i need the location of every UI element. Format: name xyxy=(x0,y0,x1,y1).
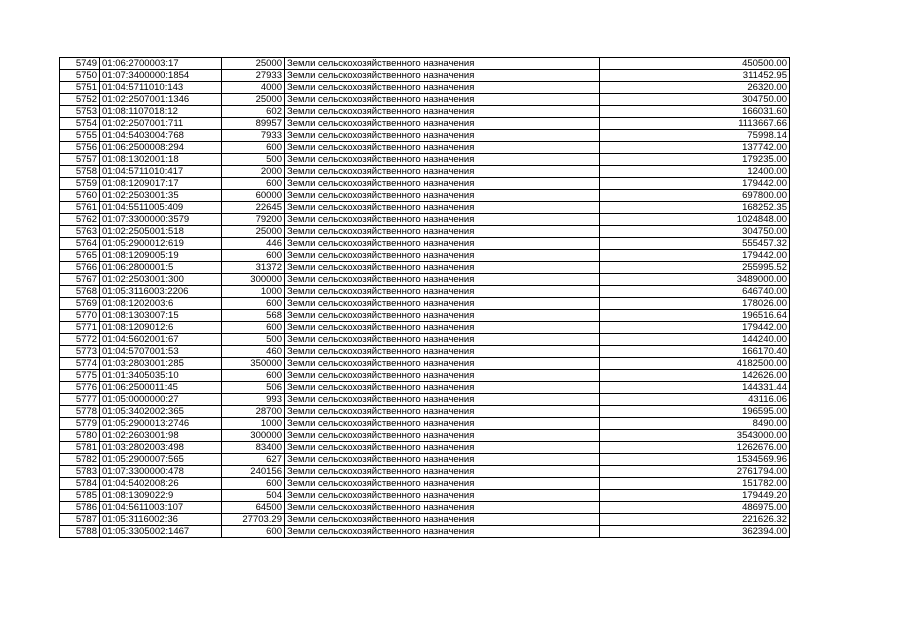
table-row xyxy=(60,502,790,514)
land-category-cell: Земли сельскохозяйственного назначения xyxy=(285,490,600,502)
cadastral-number-cell: 01:05:3402002:365 xyxy=(100,406,222,418)
cadastral-number-cell: 01:06:2500008:294 xyxy=(100,142,222,154)
table-row xyxy=(60,322,790,334)
cadastral-number-cell: 01:07:3300000:3579 xyxy=(100,214,222,226)
row-number-cell: 5774 xyxy=(60,358,100,370)
row-number-cell: 5765 xyxy=(60,250,100,262)
row-number-cell: 5782 xyxy=(60,454,100,466)
area-cell: 28700 xyxy=(222,406,285,418)
cadastral-number-cell: 01:04:5707001:53 xyxy=(100,346,222,358)
table-row xyxy=(60,202,790,214)
cadastral-number-cell: 01:04:5402008:26 xyxy=(100,478,222,490)
row-number-cell: 5784 xyxy=(60,478,100,490)
cadastral-value-cell: 3543000.00 xyxy=(600,430,790,442)
table-row xyxy=(60,298,790,310)
cadastral-number-cell: 01:05:3116003:2206 xyxy=(100,286,222,298)
area-cell: 22645 xyxy=(222,202,285,214)
cadastral-value-cell: 179449.20 xyxy=(600,490,790,502)
row-number-cell: 5755 xyxy=(60,130,100,142)
cadastral-value-cell: 26320.00 xyxy=(600,82,790,94)
area-cell: 602 xyxy=(222,106,285,118)
area-cell: 568 xyxy=(222,310,285,322)
table-row xyxy=(60,358,790,370)
cadastral-value-cell: 179442.00 xyxy=(600,178,790,190)
table-row xyxy=(60,94,790,106)
cadastral-value-cell: 178026.00 xyxy=(600,298,790,310)
land-category-cell: Земли сельскохозяйственного назначения xyxy=(285,154,600,166)
table-row xyxy=(60,490,790,502)
table-row xyxy=(60,370,790,382)
cadastral-value-cell: 4182500.00 xyxy=(600,358,790,370)
row-number-cell: 5770 xyxy=(60,310,100,322)
land-category-cell: Земли сельскохозяйственного назначения xyxy=(285,178,600,190)
land-category-cell: Земли сельскохозяйственного назначения xyxy=(285,202,600,214)
land-category-cell: Земли сельскохозяйственного назначения xyxy=(285,370,600,382)
cadastral-value-cell: 486975.00 xyxy=(600,502,790,514)
cadastral-value-cell: 450500.00 xyxy=(600,58,790,70)
cadastral-value-cell: 168252.35 xyxy=(600,202,790,214)
land-category-cell: Земли сельскохозяйственного назначения xyxy=(285,106,600,118)
cadastral-value-cell: 166170.40 xyxy=(600,346,790,358)
cadastral-value-cell: 196516.64 xyxy=(600,310,790,322)
land-category-cell: Земли сельскохозяйственного назначения xyxy=(285,274,600,286)
area-cell: 27933 xyxy=(222,70,285,82)
area-cell: 600 xyxy=(222,250,285,262)
area-cell: 600 xyxy=(222,370,285,382)
table-row xyxy=(60,478,790,490)
area-cell: 1000 xyxy=(222,418,285,430)
land-category-cell: Земли сельскохозяйственного назначения xyxy=(285,190,600,202)
cadastral-value-cell: 196595.00 xyxy=(600,406,790,418)
land-category-cell: Земли сельскохозяйственного назначения xyxy=(285,262,600,274)
cadastral-number-cell: 01:02:2503001:300 xyxy=(100,274,222,286)
table-row xyxy=(60,526,790,538)
row-number-cell: 5757 xyxy=(60,154,100,166)
row-number-cell: 5778 xyxy=(60,406,100,418)
cadastral-value-cell: 304750.00 xyxy=(600,94,790,106)
land-category-cell: Земли сельскохозяйственного назначения xyxy=(285,502,600,514)
cadastral-value-cell: 304750.00 xyxy=(600,226,790,238)
area-cell: 600 xyxy=(222,298,285,310)
land-category-cell: Земли сельскохозяйственного назначения xyxy=(285,358,600,370)
land-category-cell: Земли сельскохозяйственного назначения xyxy=(285,382,600,394)
area-cell: 300000 xyxy=(222,274,285,286)
row-number-cell: 5788 xyxy=(60,526,100,538)
land-category-cell: Земли сельскохозяйственного назначения xyxy=(285,70,600,82)
area-cell: 240156 xyxy=(222,466,285,478)
row-number-cell: 5751 xyxy=(60,82,100,94)
row-number-cell: 5750 xyxy=(60,70,100,82)
area-cell: 500 xyxy=(222,154,285,166)
area-cell: 600 xyxy=(222,142,285,154)
row-number-cell: 5766 xyxy=(60,262,100,274)
area-cell: 4000 xyxy=(222,82,285,94)
table-row xyxy=(60,274,790,286)
row-number-cell: 5772 xyxy=(60,334,100,346)
cadastral-number-cell: 01:01:3405035:10 xyxy=(100,370,222,382)
land-category-cell: Земли сельскохозяйственного назначения xyxy=(285,394,600,406)
table-row xyxy=(60,106,790,118)
area-cell: 25000 xyxy=(222,226,285,238)
cadastral-value-cell: 1262676.00 xyxy=(600,442,790,454)
cadastral-value-cell: 362394.00 xyxy=(600,526,790,538)
area-cell: 446 xyxy=(222,238,285,250)
table-row xyxy=(60,226,790,238)
row-number-cell: 5786 xyxy=(60,502,100,514)
area-cell: 25000 xyxy=(222,58,285,70)
cadastral-number-cell: 01:04:5611003:107 xyxy=(100,502,222,514)
cadastral-number-cell: 01:02:2507001:1346 xyxy=(100,94,222,106)
land-category-cell: Земли сельскохозяйственного назначения xyxy=(285,226,600,238)
land-plots-table xyxy=(59,57,790,538)
land-category-cell: Земли сельскохозяйственного назначения xyxy=(285,94,600,106)
cadastral-number-cell: 01:05:3305002:1467 xyxy=(100,526,222,538)
area-cell: 31372 xyxy=(222,262,285,274)
row-number-cell: 5758 xyxy=(60,166,100,178)
area-cell: 27703.29 xyxy=(222,514,285,526)
cadastral-number-cell: 01:05:2900012:619 xyxy=(100,238,222,250)
area-cell: 25000 xyxy=(222,94,285,106)
cadastral-value-cell: 646740.00 xyxy=(600,286,790,298)
row-number-cell: 5756 xyxy=(60,142,100,154)
land-category-cell: Земли сельскохозяйственного назначения xyxy=(285,286,600,298)
cadastral-number-cell: 01:05:2900013:2746 xyxy=(100,418,222,430)
area-cell: 600 xyxy=(222,322,285,334)
area-cell: 300000 xyxy=(222,430,285,442)
cadastral-number-cell: 01:04:5403004:768 xyxy=(100,130,222,142)
area-cell: 460 xyxy=(222,346,285,358)
row-number-cell: 5768 xyxy=(60,286,100,298)
cadastral-value-cell: 311452.95 xyxy=(600,70,790,82)
cadastral-value-cell: 12400.00 xyxy=(600,166,790,178)
cadastral-number-cell: 01:05:2900007:565 xyxy=(100,454,222,466)
cadastral-value-cell: 43116.06 xyxy=(600,394,790,406)
row-number-cell: 5761 xyxy=(60,202,100,214)
area-cell: 600 xyxy=(222,478,285,490)
row-number-cell: 5787 xyxy=(60,514,100,526)
cadastral-number-cell: 01:08:1209012:6 xyxy=(100,322,222,334)
table-row xyxy=(60,250,790,262)
row-number-cell: 5771 xyxy=(60,322,100,334)
area-cell: 500 xyxy=(222,334,285,346)
table-row xyxy=(60,406,790,418)
cadastral-value-cell: 137742.00 xyxy=(600,142,790,154)
cadastral-number-cell: 01:03:2803001:285 xyxy=(100,358,222,370)
area-cell: 506 xyxy=(222,382,285,394)
land-category-cell: Земли сельскохозяйственного назначения xyxy=(285,466,600,478)
cadastral-value-cell: 151782.00 xyxy=(600,478,790,490)
area-cell: 1000 xyxy=(222,286,285,298)
row-number-cell: 5759 xyxy=(60,178,100,190)
cadastral-number-cell: 01:08:1302001:18 xyxy=(100,154,222,166)
cadastral-number-cell: 01:06:2800001:5 xyxy=(100,262,222,274)
row-number-cell: 5764 xyxy=(60,238,100,250)
cadastral-number-cell: 01:05:3116002:36 xyxy=(100,514,222,526)
table-row xyxy=(60,166,790,178)
land-category-cell: Земли сельскохозяйственного назначения xyxy=(285,118,600,130)
cadastral-number-cell: 01:04:5511005:409 xyxy=(100,202,222,214)
cadastral-value-cell: 1534569.96 xyxy=(600,454,790,466)
table-row xyxy=(60,178,790,190)
cadastral-value-cell: 697800.00 xyxy=(600,190,790,202)
cadastral-number-cell: 01:08:1209017:17 xyxy=(100,178,222,190)
land-category-cell: Земли сельскохозяйственного назначения xyxy=(285,514,600,526)
cadastral-number-cell: 01:06:2500011:45 xyxy=(100,382,222,394)
table-row xyxy=(60,118,790,130)
table-row xyxy=(60,262,790,274)
cadastral-number-cell: 01:04:5602001:67 xyxy=(100,334,222,346)
area-cell: 993 xyxy=(222,394,285,406)
row-number-cell: 5752 xyxy=(60,94,100,106)
row-number-cell: 5749 xyxy=(60,58,100,70)
table-row xyxy=(60,214,790,226)
table-row xyxy=(60,418,790,430)
row-number-cell: 5777 xyxy=(60,394,100,406)
cadastral-number-cell: 01:06:2700003:17 xyxy=(100,58,222,70)
cadastral-number-cell: 01:02:2507001:711 xyxy=(100,118,222,130)
cadastral-number-cell: 01:07:3300000:478 xyxy=(100,466,222,478)
area-cell: 504 xyxy=(222,490,285,502)
table-row xyxy=(60,514,790,526)
row-number-cell: 5762 xyxy=(60,214,100,226)
table-row xyxy=(60,442,790,454)
table-row xyxy=(60,310,790,322)
land-category-cell: Земли сельскохозяйственного назначения xyxy=(285,322,600,334)
table-row xyxy=(60,394,790,406)
cadastral-value-cell: 179442.00 xyxy=(600,322,790,334)
cadastral-value-cell: 179442.00 xyxy=(600,250,790,262)
row-number-cell: 5773 xyxy=(60,346,100,358)
table-row xyxy=(60,82,790,94)
table-row xyxy=(60,346,790,358)
cadastral-value-cell: 555457.32 xyxy=(600,238,790,250)
table-row xyxy=(60,70,790,82)
cadastral-number-cell: 01:08:1309022:9 xyxy=(100,490,222,502)
land-category-cell: Земли сельскохозяйственного назначения xyxy=(285,334,600,346)
cadastral-value-cell: 142626.00 xyxy=(600,370,790,382)
land-category-cell: Земли сельскохозяйственного назначения xyxy=(285,526,600,538)
land-category-cell: Земли сельскохозяйственного назначения xyxy=(285,430,600,442)
cadastral-value-cell: 144240.00 xyxy=(600,334,790,346)
land-category-cell: Земли сельскохозяйственного назначения xyxy=(285,310,600,322)
table-row xyxy=(60,58,790,70)
row-number-cell: 5754 xyxy=(60,118,100,130)
row-number-cell: 5775 xyxy=(60,370,100,382)
land-category-cell: Земли сельскохозяйственного назначения xyxy=(285,82,600,94)
land-category-cell: Земли сельскохозяйственного назначения xyxy=(285,130,600,142)
area-cell: 89957 xyxy=(222,118,285,130)
cadastral-number-cell: 01:04:5711010:417 xyxy=(100,166,222,178)
area-cell: 2000 xyxy=(222,166,285,178)
cadastral-value-cell: 1024848.00 xyxy=(600,214,790,226)
row-number-cell: 5785 xyxy=(60,490,100,502)
row-number-cell: 5780 xyxy=(60,430,100,442)
row-number-cell: 5769 xyxy=(60,298,100,310)
row-number-cell: 5779 xyxy=(60,418,100,430)
table-row xyxy=(60,238,790,250)
cadastral-number-cell: 01:03:2802003:498 xyxy=(100,442,222,454)
row-number-cell: 5763 xyxy=(60,226,100,238)
cadastral-number-cell: 01:08:1202003:6 xyxy=(100,298,222,310)
cadastral-number-cell: 01:08:1303007:15 xyxy=(100,310,222,322)
land-category-cell: Земли сельскохозяйственного назначения xyxy=(285,58,600,70)
land-category-cell: Земли сельскохозяйственного назначения xyxy=(285,214,600,226)
cadastral-value-cell: 2761794.00 xyxy=(600,466,790,478)
table-row xyxy=(60,466,790,478)
row-number-cell: 5760 xyxy=(60,190,100,202)
area-cell: 64500 xyxy=(222,502,285,514)
cadastral-number-cell: 01:08:1107018:12 xyxy=(100,106,222,118)
cadastral-number-cell: 01:04:5711010:143 xyxy=(100,82,222,94)
cadastral-value-cell: 179235.00 xyxy=(600,154,790,166)
table-row xyxy=(60,430,790,442)
area-cell: 60000 xyxy=(222,190,285,202)
area-cell: 600 xyxy=(222,178,285,190)
table-row xyxy=(60,454,790,466)
cadastral-number-cell: 01:02:2505001:518 xyxy=(100,226,222,238)
table-row xyxy=(60,382,790,394)
land-category-cell: Земли сельскохозяйственного назначения xyxy=(285,250,600,262)
cadastral-value-cell: 8490.00 xyxy=(600,418,790,430)
cadastral-value-cell: 144331.44 xyxy=(600,382,790,394)
cadastral-value-cell: 221626.32 xyxy=(600,514,790,526)
table-row xyxy=(60,130,790,142)
cadastral-value-cell: 255995.52 xyxy=(600,262,790,274)
cadastral-value-cell: 166031.60 xyxy=(600,106,790,118)
table-row xyxy=(60,334,790,346)
land-category-cell: Земли сельскохозяйственного назначения xyxy=(285,406,600,418)
table-body xyxy=(60,58,790,538)
row-number-cell: 5776 xyxy=(60,382,100,394)
land-category-cell: Земли сельскохозяйственного назначения xyxy=(285,298,600,310)
cadastral-value-cell: 3489000.00 xyxy=(600,274,790,286)
cadastral-number-cell: 01:07:3400000:1854 xyxy=(100,70,222,82)
area-cell: 79200 xyxy=(222,214,285,226)
land-category-cell: Земли сельскохозяйственного назначения xyxy=(285,442,600,454)
land-category-cell: Земли сельскохозяйственного назначения xyxy=(285,418,600,430)
land-category-cell: Земли сельскохозяйственного назначения xyxy=(285,454,600,466)
table-row xyxy=(60,286,790,298)
land-category-cell: Земли сельскохозяйственного назначения xyxy=(285,346,600,358)
cadastral-number-cell: 01:02:2503001:35 xyxy=(100,190,222,202)
row-number-cell: 5781 xyxy=(60,442,100,454)
cadastral-number-cell: 01:05:0000000:27 xyxy=(100,394,222,406)
row-number-cell: 5767 xyxy=(60,274,100,286)
cadastral-number-cell: 01:08:1209005:19 xyxy=(100,250,222,262)
cadastral-value-cell: 1113667.66 xyxy=(600,118,790,130)
row-number-cell: 5783 xyxy=(60,466,100,478)
land-category-cell: Земли сельскохозяйственного назначения xyxy=(285,166,600,178)
cadastral-value-cell: 75998.14 xyxy=(600,130,790,142)
area-cell: 7933 xyxy=(222,130,285,142)
table-row xyxy=(60,142,790,154)
area-cell: 627 xyxy=(222,454,285,466)
land-category-cell: Земли сельскохозяйственного назначения xyxy=(285,238,600,250)
area-cell: 350000 xyxy=(222,358,285,370)
area-cell: 600 xyxy=(222,526,285,538)
table-row xyxy=(60,190,790,202)
table-row xyxy=(60,154,790,166)
row-number-cell: 5753 xyxy=(60,106,100,118)
land-category-cell: Земли сельскохозяйственного назначения xyxy=(285,142,600,154)
cadastral-number-cell: 01:02:2603001:98 xyxy=(100,430,222,442)
land-category-cell: Земли сельскохозяйственного назначения xyxy=(285,478,600,490)
area-cell: 83400 xyxy=(222,442,285,454)
